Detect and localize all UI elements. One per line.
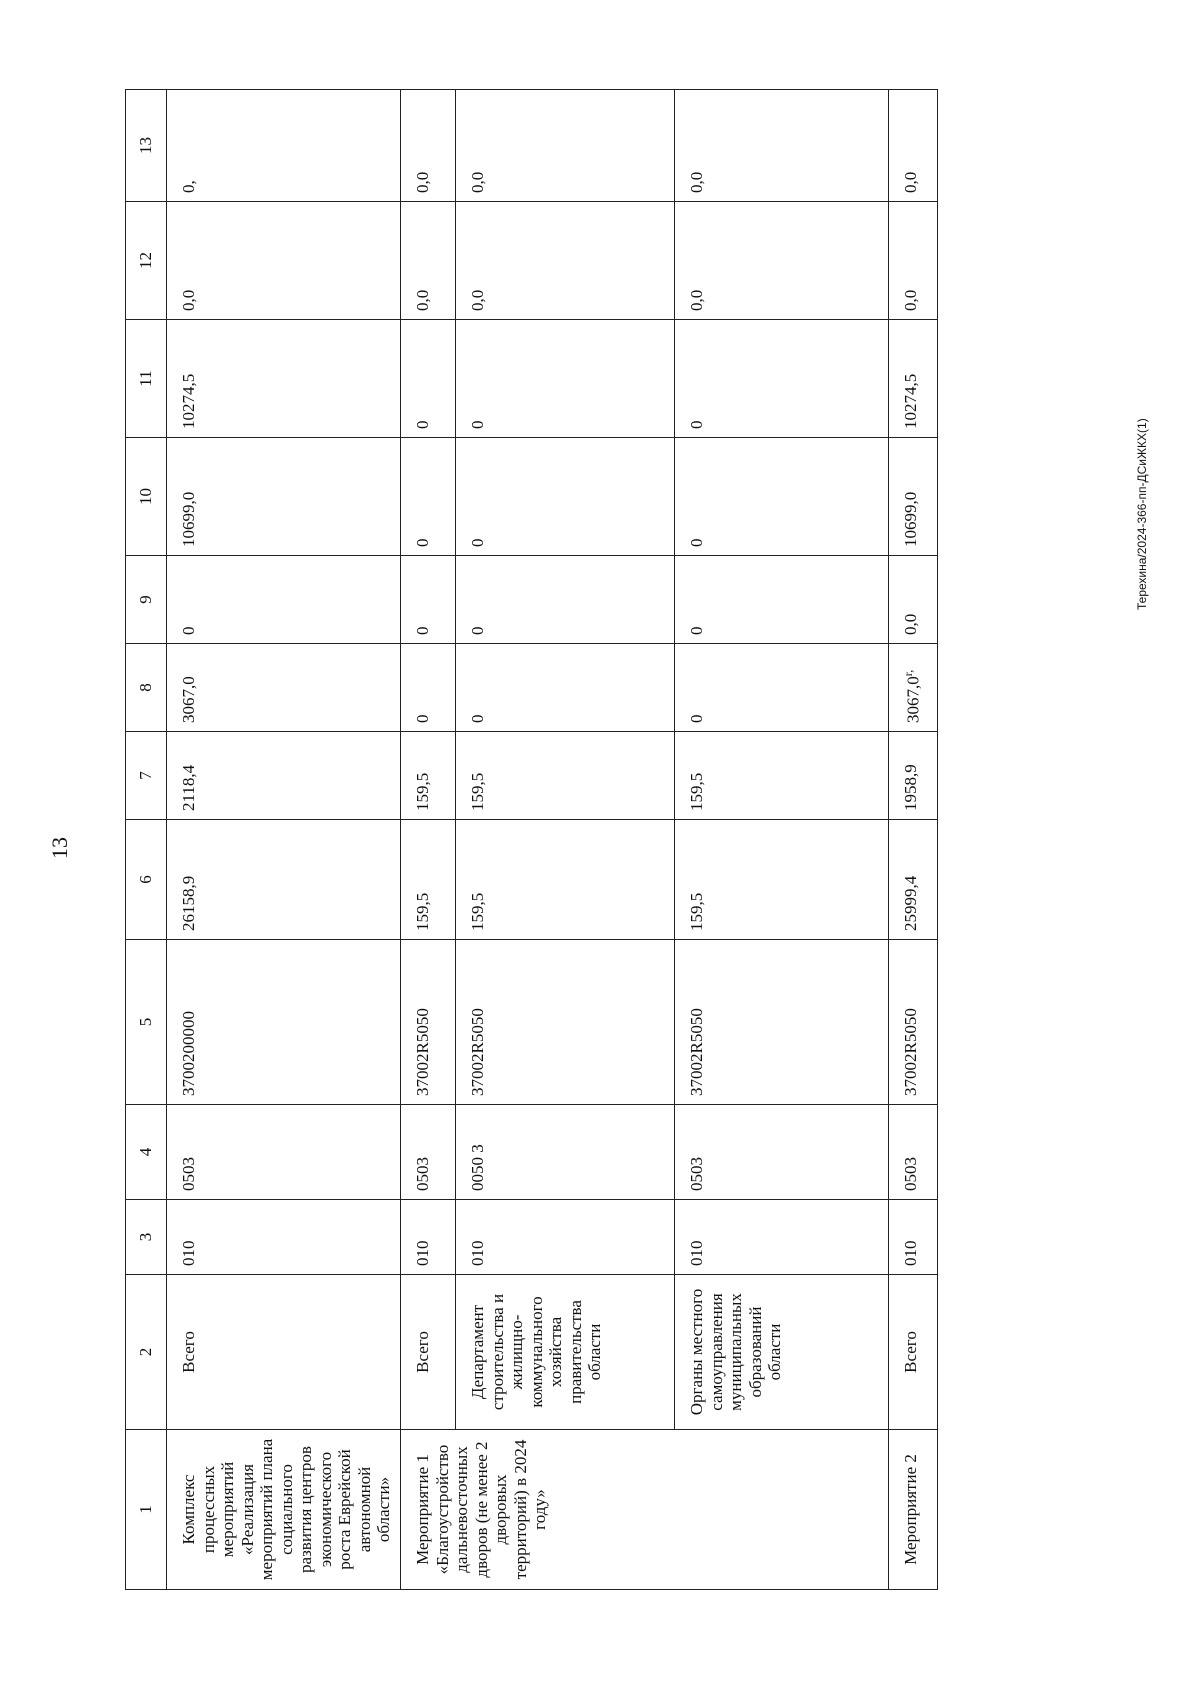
table-row (401, 90, 456, 1590)
value-cell: 159,5 (401, 732, 456, 820)
value-cell: 159,5 (456, 732, 675, 820)
value-cell: 0,0 (675, 90, 889, 202)
value-cell: 37002R5050 (456, 940, 675, 1105)
value-cell: 0,0 (401, 202, 456, 320)
value-cell: 3067,0 (167, 644, 401, 732)
value-cell: 010 (675, 1200, 889, 1275)
value-cell: 0 (675, 320, 889, 438)
value-cell: 0,0 (675, 202, 889, 320)
value-cell: 0,0 (456, 202, 675, 320)
header-cell: 1 (126, 1430, 167, 1590)
table-row (167, 90, 401, 1590)
program-name-cell: Мероприятие 1 «Благоустройство дальневосточных дворов (не менее 2 дворовых территорий) в 2024 году» (401, 1430, 889, 1590)
value-cell: 0,0 (401, 90, 456, 202)
header-cell: 7 (126, 732, 167, 820)
value-text: 3067,0 (903, 676, 923, 723)
value-cell: 10699,0 (167, 438, 401, 556)
value-cell: 0 (456, 320, 675, 438)
value-cell: 010 (889, 1200, 938, 1275)
program-name-cell: Комплекс процессных мероприятий «Реализация мероприятий плана социального развития центров экономического роста Еврейской автономной области» (167, 1430, 401, 1590)
value-cell: 0503 (401, 1105, 456, 1200)
value-cell: 0 (401, 438, 456, 556)
value-cell: 37002R5050 (889, 940, 938, 1105)
value-cell: 10274,5 (167, 320, 401, 438)
value-cell: 0 (456, 556, 675, 644)
rotated-table-container (125, 90, 1085, 1590)
value-cell: 0 (167, 556, 401, 644)
value-cell: 159,5 (456, 820, 675, 940)
table-header-row (126, 90, 167, 1590)
value-cell: 0 (401, 320, 456, 438)
table-row (456, 90, 675, 1590)
value-cell: 0 (456, 644, 675, 732)
value-cell (889, 644, 938, 732)
value-cell: 159,5 (675, 820, 889, 940)
header-cell: 9 (126, 556, 167, 644)
page-number: 13 (47, 837, 72, 859)
executor-cell: Органы местного самоуправления муниципальных образований области (675, 1275, 889, 1430)
table-row (889, 90, 938, 1590)
value-cell: 10274,5 (889, 320, 938, 438)
value-cell: 0 (456, 438, 675, 556)
value-cell: 1958,9 (889, 732, 938, 820)
value-cell: 0 (401, 556, 456, 644)
value-cell: 0503 (889, 1105, 938, 1200)
document-code: Терехина/2024-366-пп-ДСиЖКХ(1) (1135, 418, 1149, 610)
value-cell: 159,5 (401, 820, 456, 940)
value-cell: 0,0 (889, 202, 938, 320)
value-cell: 0,0 (889, 556, 938, 644)
executor-cell: Всего (167, 1275, 401, 1430)
stray-mark: r, (901, 669, 916, 677)
header-cell: 3 (126, 1200, 167, 1275)
header-cell: 13 (126, 90, 167, 202)
header-cell: 10 (126, 438, 167, 556)
value-cell: 26158,9 (167, 820, 401, 940)
value-cell: 0 (401, 644, 456, 732)
value-cell: 0,0 (456, 90, 675, 202)
value-cell: 0,0 (889, 90, 938, 202)
header-cell: 8 (126, 644, 167, 732)
value-cell: 2118,4 (167, 732, 401, 820)
value-cell: 0 (675, 438, 889, 556)
value-cell: 159,5 (675, 732, 889, 820)
value-cell: 3700200000 (167, 940, 401, 1105)
header-cell: 5 (126, 940, 167, 1105)
header-cell: 2 (126, 1275, 167, 1430)
value-cell: 0503 (167, 1105, 401, 1200)
value-cell: 37002R5050 (401, 940, 456, 1105)
value-cell: 10699,0 (889, 438, 938, 556)
table-row (675, 90, 889, 1590)
executor-cell: Всего (889, 1275, 938, 1430)
header-cell: 6 (126, 820, 167, 940)
value-cell: 0,0 (167, 202, 401, 320)
value-cell: 010 (401, 1200, 456, 1275)
value-cell: 0503 (675, 1105, 889, 1200)
value-cell: 0050 3 (456, 1105, 675, 1200)
executor-cell: Всего (401, 1275, 456, 1430)
value-cell: 0 (675, 556, 889, 644)
value-cell: 37002R5050 (675, 940, 889, 1105)
value-cell: 25999,4 (889, 820, 938, 940)
header-cell: 11 (126, 320, 167, 438)
value-cell: 0, (167, 90, 401, 202)
budget-table (125, 89, 938, 1590)
value-cell: 010 (456, 1200, 675, 1275)
value-cell: 010 (167, 1200, 401, 1275)
header-cell: 12 (126, 202, 167, 320)
value-cell: 0 (675, 644, 889, 732)
program-name-cell: Мероприятие 2 (889, 1430, 938, 1590)
executor-cell: Департамент строительства и жилищно-коммунального хозяйства правительства области (456, 1275, 675, 1430)
header-cell: 4 (126, 1105, 167, 1200)
